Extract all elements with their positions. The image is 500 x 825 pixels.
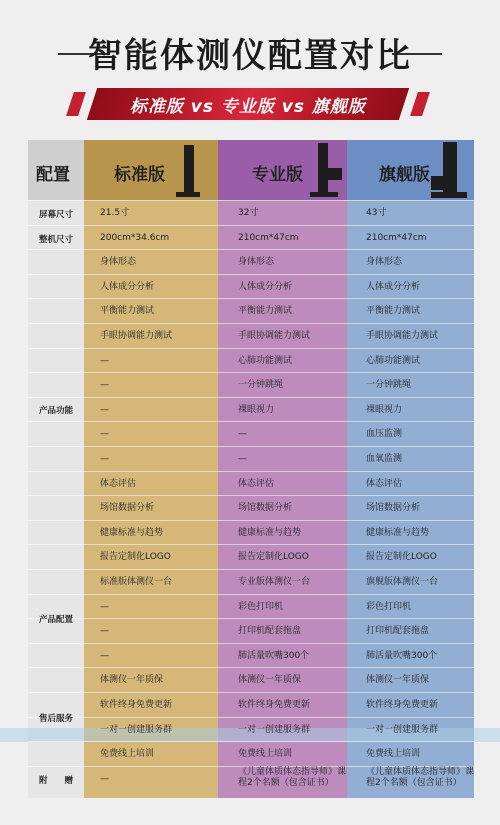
page-title: 智能体测仪配置对比 bbox=[88, 36, 412, 76]
table-cell: — bbox=[100, 626, 109, 637]
table-cell: 裸眼视力 bbox=[366, 404, 403, 415]
header-pro bbox=[218, 140, 347, 200]
table-cell: 平衡能力测试 bbox=[238, 306, 293, 317]
table-cell: 裸眼视力 bbox=[238, 404, 275, 415]
table-cell: 软件终身免费更新 bbox=[100, 700, 173, 710]
table-cell: 体态评估 bbox=[366, 478, 403, 489]
table-cell: — bbox=[100, 429, 109, 440]
table-cell: 旗舰版体测仪一台 bbox=[366, 577, 439, 587]
table-cell: 肺活量吹嘴300个 bbox=[366, 650, 438, 661]
row-divider bbox=[28, 348, 474, 349]
flagship-device-base bbox=[431, 192, 467, 198]
row-divider bbox=[28, 594, 474, 595]
standard-device-icon bbox=[184, 145, 194, 195]
table-cell: 场馆数据分析 bbox=[366, 503, 421, 514]
row-divider bbox=[28, 298, 474, 299]
pro-device-icon bbox=[318, 143, 328, 197]
table-cell: 打印机配套拖盘 bbox=[366, 626, 430, 637]
row-divider bbox=[28, 741, 474, 742]
table-cell: 体态评估 bbox=[238, 478, 275, 489]
header-config bbox=[28, 140, 84, 200]
row-divider bbox=[28, 495, 474, 496]
table-cell: 人体成分分析 bbox=[100, 281, 155, 292]
table-cell: 身体形态 bbox=[238, 257, 275, 268]
banner-stripe-left bbox=[66, 92, 86, 116]
table-cell: 平衡能力测试 bbox=[100, 306, 155, 317]
table-cell: 一分钟跳绳 bbox=[238, 380, 284, 391]
version-banner bbox=[87, 88, 409, 120]
flagship-device-printer bbox=[431, 176, 453, 190]
group-label: 产品功能 bbox=[38, 406, 73, 417]
table-cell: 免费线上培训 bbox=[100, 749, 155, 760]
row-divider bbox=[28, 544, 474, 545]
row-divider bbox=[28, 225, 474, 226]
table-cell: 一对一创建服务群 bbox=[238, 724, 311, 735]
table-cell: 彩色打印机 bbox=[238, 601, 284, 612]
table-cell: 210cm*47cm bbox=[238, 232, 299, 243]
table-cell: — bbox=[100, 355, 109, 366]
table-cell: 手眼协调能力测试 bbox=[238, 331, 311, 341]
banner-text: 标准版 vs 专业版 vs 旗舰版 bbox=[129, 96, 367, 117]
table-cell: 200cm*34.6cm bbox=[100, 232, 170, 243]
table-cell: 人体成分分析 bbox=[238, 281, 293, 292]
table-cell: 软件终身免费更新 bbox=[238, 700, 311, 710]
table-cell: 专业版体测仪一台 bbox=[238, 577, 311, 587]
row-divider bbox=[28, 520, 474, 521]
row-divider bbox=[28, 372, 474, 373]
row-divider bbox=[28, 569, 474, 570]
table-cell: — bbox=[100, 380, 109, 391]
table-cell: 21.5寸 bbox=[100, 208, 130, 218]
table-cell: — bbox=[100, 454, 109, 464]
table-cell: 健康标准与趋势 bbox=[100, 527, 164, 538]
header-flagship bbox=[347, 140, 474, 200]
title-area bbox=[0, 28, 500, 78]
header-pro-label: 专业版 bbox=[252, 165, 303, 185]
table-cell: 体测仪一年质保 bbox=[238, 675, 302, 686]
table-cell: 血压监测 bbox=[366, 429, 403, 440]
row-divider bbox=[28, 717, 474, 718]
table-cell: 《儿童体质体态指导师》课程2个名额（包含证书） bbox=[238, 766, 347, 788]
row-label: 附 赠 bbox=[38, 775, 73, 786]
table-cell: 一对一创建服务群 bbox=[100, 724, 173, 735]
table-cell: 免费线上培训 bbox=[366, 749, 421, 760]
header-standard bbox=[84, 140, 218, 200]
table-cell: — bbox=[100, 650, 109, 661]
row-divider bbox=[28, 397, 474, 398]
table-cell: 体态评估 bbox=[100, 478, 137, 489]
row-divider bbox=[28, 274, 474, 275]
table-cell: 身体形态 bbox=[100, 257, 137, 268]
row-divider bbox=[28, 421, 474, 422]
row-divider bbox=[28, 692, 474, 693]
table-cell: 标准版体测仪一台 bbox=[100, 577, 173, 587]
table-cell: 手眼协调能力测试 bbox=[100, 331, 173, 341]
table-cell: 体测仪一年质保 bbox=[100, 675, 164, 686]
table-cell: — bbox=[100, 601, 109, 612]
table-cell: — bbox=[100, 404, 109, 415]
table-cell: 软件终身免费更新 bbox=[366, 700, 439, 710]
table-cell: 打印机配套拖盘 bbox=[238, 626, 302, 637]
header-flagship-label: 旗舰版 bbox=[379, 165, 430, 185]
table-cell: 场馆数据分析 bbox=[100, 503, 155, 514]
table-cell: 免费线上培训 bbox=[238, 749, 293, 760]
table-cell: 报告定制化LOGO bbox=[100, 552, 171, 563]
row-divider bbox=[28, 618, 474, 619]
table-cell: 210cm*47cm bbox=[366, 232, 427, 243]
table-cell: 平衡能力测试 bbox=[366, 306, 421, 317]
table-cell: 报告定制化LOGO bbox=[366, 552, 437, 563]
table-cell: 报告定制化LOGO bbox=[238, 552, 309, 563]
table-cell: 《儿童体质体态指导师》课程2个名额（包含证书） bbox=[366, 766, 475, 788]
table-cell: — bbox=[100, 773, 109, 784]
group-label: 售后服务 bbox=[38, 713, 73, 724]
table-cell: 心肺功能测试 bbox=[238, 355, 293, 366]
pro-device-printer bbox=[328, 168, 342, 180]
table-cell: — bbox=[238, 454, 247, 464]
header-config-label: 配置 bbox=[36, 165, 70, 185]
table-cell: 32寸 bbox=[238, 208, 259, 218]
table-cell: 肺活量吹嘴300个 bbox=[238, 650, 310, 661]
table-cell: 身体形态 bbox=[366, 257, 403, 268]
table-cell: 人体成分分析 bbox=[366, 281, 421, 292]
row-divider bbox=[28, 643, 474, 644]
row-divider bbox=[28, 667, 474, 668]
header-standard-label: 标准版 bbox=[114, 165, 165, 185]
table-cell: 43寸 bbox=[366, 208, 387, 218]
table-cell: — bbox=[238, 429, 247, 440]
row-divider bbox=[28, 249, 474, 250]
row-divider bbox=[28, 471, 474, 472]
table-cell: 血氧监测 bbox=[366, 454, 403, 464]
row-label: 整机尺寸 bbox=[38, 234, 73, 245]
row-divider bbox=[28, 446, 474, 447]
table-cell: 手眼协调能力测试 bbox=[366, 331, 439, 341]
table-cell: 一分钟跳绳 bbox=[366, 380, 412, 391]
table-cell: 场馆数据分析 bbox=[238, 503, 293, 514]
standard-device-base bbox=[176, 192, 200, 197]
group-label: 产品配置 bbox=[38, 615, 73, 626]
row-label: 屏幕尺寸 bbox=[38, 210, 73, 220]
row-divider bbox=[28, 323, 474, 324]
pro-device-base bbox=[310, 192, 338, 197]
table-cell: 一对一创建服务群 bbox=[366, 724, 439, 735]
row-divider bbox=[28, 200, 474, 201]
table-cell: 体测仪一年质保 bbox=[366, 675, 430, 686]
table-cell: 彩色打印机 bbox=[366, 601, 412, 612]
table-cell: 心肺功能测试 bbox=[366, 355, 421, 366]
table-cell: 健康标准与趋势 bbox=[366, 527, 430, 538]
banner-stripe-right bbox=[410, 92, 430, 116]
table-cell: 健康标准与趋势 bbox=[238, 527, 302, 538]
